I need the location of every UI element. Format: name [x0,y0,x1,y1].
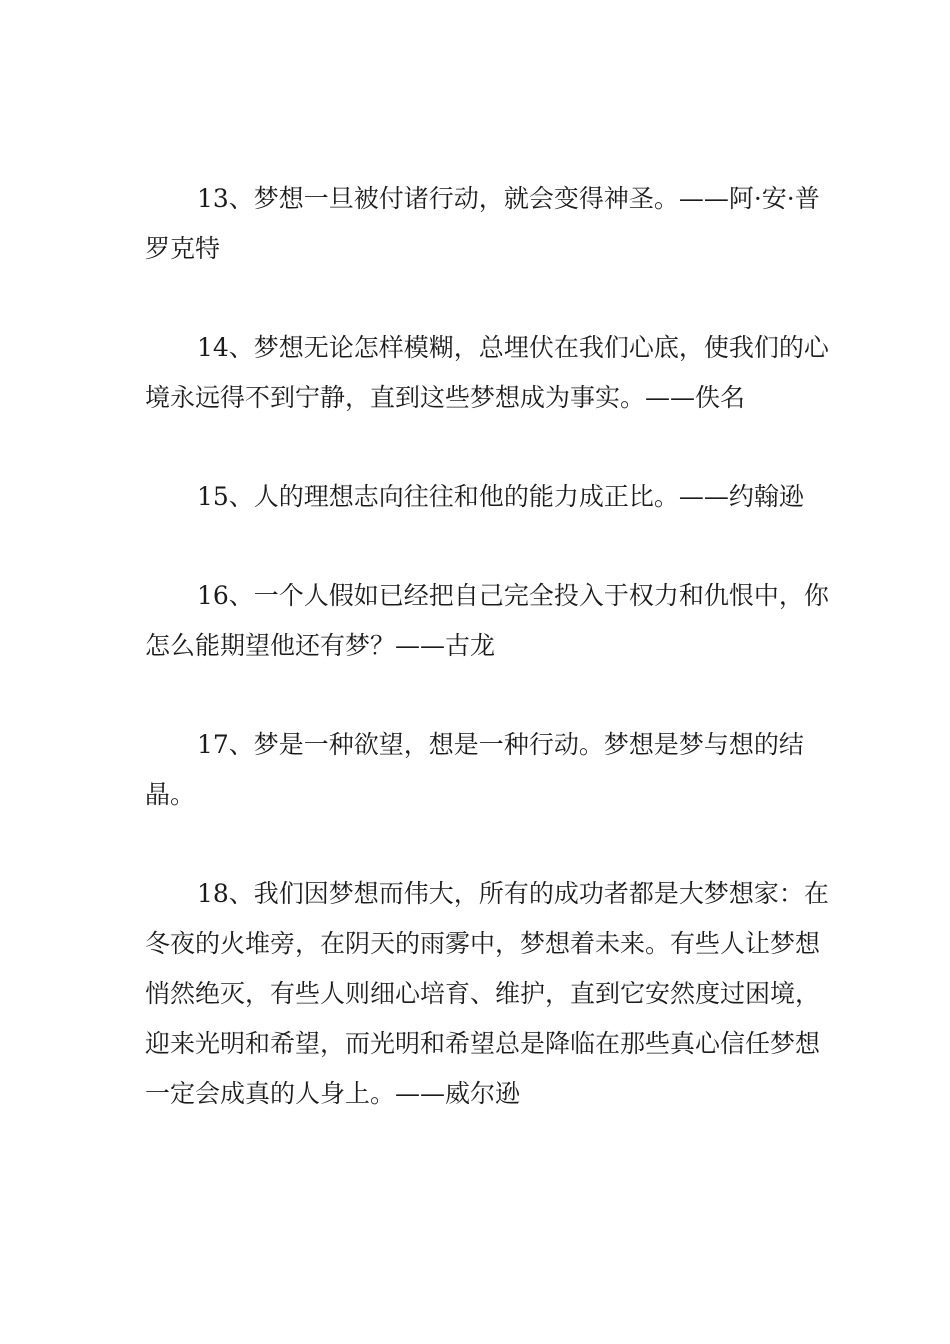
quote-paragraph-13: 13、梦想一旦被付诸行动，就会变得神圣。——阿·安·普罗克特 [145,184,820,263]
quote-paragraph-16: 16、一个人假如已经把自己完全投入于权力和仇恨中，你怎么能期望他还有梦？——古龙 [145,581,829,660]
quote-paragraph-14: 14、梦想无论怎样模糊，总埋伏在我们心底，使我们的心境永远得不到宁静，直到这些梦想成为事实。——佚名 [145,333,829,412]
quote-paragraph-15: 15、人的理想志向往往和他的能力成正比。——约翰逊 [197,482,804,511]
quote-paragraph-17: 17、梦是一种欲望，想是一种行动。梦想是梦与想的结晶。 [145,730,804,809]
document-body [145,174,835,1119]
quote-paragraph-18: 18、我们因梦想而伟大，所有的成功者都是大梦想家：在冬夜的火堆旁，在阴天的雨雾中，梦想着未来。有些人让梦想悄然绝灭，有些人则细心培育、维护，直到它安然度过困境，迎来光明和希望，而光明和希望总是降临在那些真心信任梦想一定会成真的人身上。——威尔逊 [145,879,829,1108]
